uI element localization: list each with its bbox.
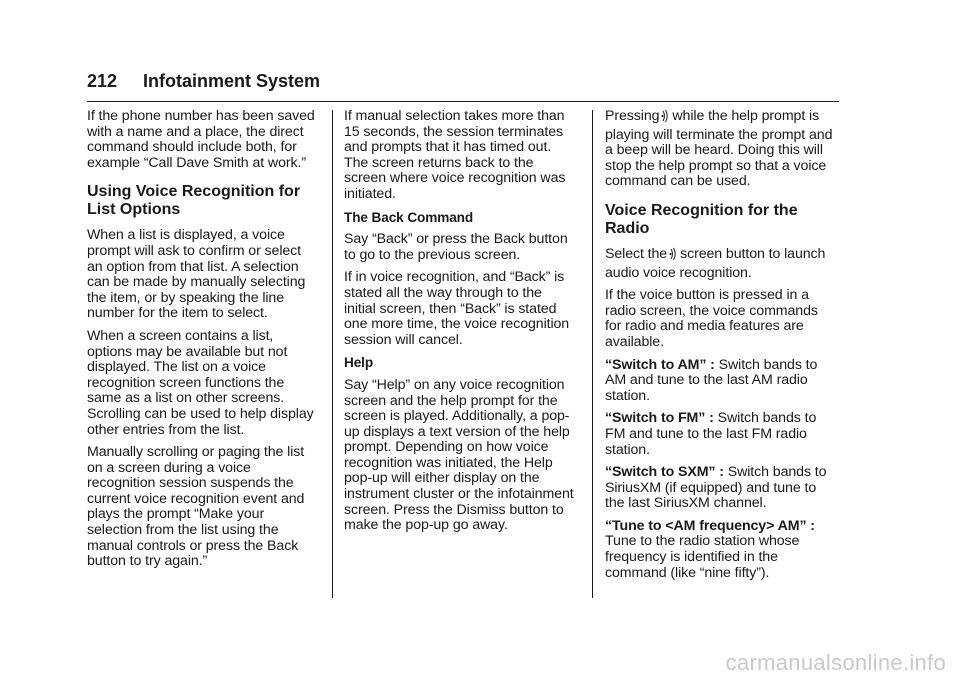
command-switch-fm — [605, 411, 837, 458]
watermark: carmanualsonline.info — [725, 650, 946, 675]
timeout-paragraph: If manual selection takes more than 15 seconds, the session terminates and prompts that it has timed out. The screen returns back to the screen where voice recognition was initiated. — [344, 108, 566, 202]
radio-voice-heading: Voice Recognition for the Radio — [605, 201, 798, 237]
command-description: Switch bands to AM and tune to the last AM radio station. — [605, 356, 818, 404]
column-3 — [605, 109, 837, 588]
pressing-text-after: while the help prompt is playing will terminate the prompt and a beep will be heard. Doing this will stop the help prompt so that a voice command can be used. — [605, 108, 833, 190]
back-paragraph-1: Say “Back” or press the Back button to go to the previous screen. — [344, 231, 568, 263]
back-command-heading: The Back Command — [344, 209, 474, 225]
radio-screen-paragraph: If the voice button is pressed in a radio screen, the voice commands for radio and media features are available. — [605, 287, 818, 350]
column-1 — [87, 109, 319, 577]
page-header — [87, 71, 839, 102]
command-switch-am — [605, 358, 837, 405]
select-paragraph — [605, 247, 837, 281]
pressing-text-before: Pressing — [605, 108, 660, 124]
pressing-paragraph — [605, 109, 837, 190]
command-description: Switch bands to SiriusXM (if equipped) and tune to the last SiriusXM channel. — [605, 464, 827, 512]
voice-recognition-icon — [669, 247, 678, 266]
command-tune-am — [605, 519, 837, 581]
page-number: 212 — [87, 71, 118, 91]
column-2 — [344, 109, 576, 541]
list-options-heading: Using Voice Recognition for List Options — [87, 183, 301, 219]
command-term: “Switch to AM” : — [605, 356, 715, 373]
select-text-after: screen button to launch audio voice recognition. — [605, 245, 826, 281]
list-paragraph-1: When a list is displayed, a voice prompt will ask to confirm or select an option from that list. A selection can be made by manually selecting the item, or by speaking the line number for the item to select. — [87, 227, 306, 322]
back-paragraph-2: If in voice recognition, and “Back” is stated all the way through to the initial screen, then “Back” is stated one more time, the voice recognition session will cancel. — [344, 269, 570, 348]
help-heading: Help — [344, 355, 374, 371]
command-term: “Switch to SXM” : — [605, 464, 724, 481]
help-paragraph: Say “Help” on any voice recognition screen and the help prompt for the screen is played. Additionally, a pop-up displays a text version of the help prompt. Depending on how voice recognition was initiated, the Help pop-up will either display on the instrument cluster or the infotainment screen. Press the Dismiss button to make the pop-up go away. — [344, 376, 574, 534]
voice-recognition-icon — [661, 109, 670, 128]
command-description: Tune to the radio station whose frequency is identified in the command (like “nine fifty”). — [605, 533, 800, 581]
command-term: “Switch to FM” : — [605, 410, 714, 427]
list-paragraph-2: When a screen contains a list, options may be available but not displayed. The list on a voice recognition screen functions the same as a list on other screens. Scrolling can be used to help display other entries from the list. — [87, 327, 314, 438]
command-description: Switch bands to FM and tune to the last FM radio station. — [605, 410, 817, 458]
column-divider-1 — [332, 110, 333, 598]
column-divider-2 — [592, 110, 593, 598]
select-text-before: Select the — [605, 245, 668, 262]
command-term: “Tune to <AM frequency> AM” : — [605, 517, 815, 534]
command-switch-sxm — [605, 465, 837, 512]
section-title: Infotainment System — [143, 71, 321, 91]
intro-paragraph: If the phone number has been saved with a name and a place, the direct command should include both, for example “Call Dave Smith at work.” — [87, 108, 315, 171]
list-paragraph-3: Manually scrolling or paging the list on a screen during a voice recognition session suspends the current voice recognition event and plays the prompt “Make your selection from the list using the manual controls or press the Back button to try again.” — [87, 444, 305, 570]
